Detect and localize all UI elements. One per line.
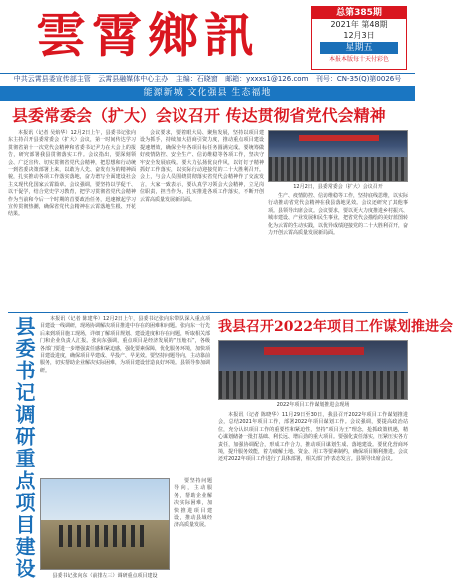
article3-photo xyxy=(218,340,408,400)
issue-number: 2021年 第48期 xyxy=(330,20,388,29)
article2-photo xyxy=(40,478,170,570)
article1-column-1 xyxy=(8,130,136,310)
article3-body-text: 本报讯（记者 陈晓华）11月29日至30日，我县召开2022年项目工作谋划推进会，总结2021年项目工作，部署2022年项目谋划工作。会议强调，要提高政治站位，充分认识项目工作的重要性和紧迫性，坚持“项目为王”理念，抢抓政策机遇，精心谋划储备一批打基础、利长远、增后劲的重大项目。要强化责任落实，压紧压实各方责任，加强协调配合，形成工作合力，推动项目谋划生成、落地建设。要优化营商环境，提升服务效能，着力破解土地、资金、用工等要素制约，确保项目顺利推进。会议还对2022年项目工作进行了具体部署，相关部门作表态发言。县领导出席会议。 xyxy=(218,412,409,463)
article2-photo-caption: 县委书记张向东（前排左三）调研重点项目建设 xyxy=(52,573,158,579)
article2-body xyxy=(40,316,210,476)
issue-total: 总第385期 xyxy=(312,7,406,19)
article1-photo xyxy=(268,130,408,182)
issue-info-box xyxy=(311,6,407,70)
slogan-bar: 能源新城 文化强县 生态福地 xyxy=(0,86,415,101)
info-cn: 刊号：CN-35(Q)第0026号 xyxy=(315,75,402,83)
info-org: 中共云霄县委宣传部主管 xyxy=(13,75,91,83)
issue-date: 12月3日 xyxy=(343,31,375,40)
info-editor: 主编：石晓窗 xyxy=(175,75,218,83)
issue-note: 本报本版每十天付彩色 xyxy=(328,56,389,63)
newspaper-title: 雲霄鄉訊 xyxy=(36,7,260,64)
article3-body xyxy=(218,412,408,581)
article1-column-2 xyxy=(140,130,264,310)
info-publisher: 云霄县融媒体中心主办 xyxy=(98,75,169,83)
article2-vertical-headline: 县委书记调研重点项目建设 xyxy=(12,316,36,580)
article1-photo-caption: 12月2日，县委常委会（扩大）会议召开 xyxy=(293,184,383,190)
article1-column-3 xyxy=(268,193,408,310)
article1-headline: 县委常委会（扩大）会议召开 传达贯彻省党代会精神 xyxy=(12,106,386,125)
masthead xyxy=(0,0,415,72)
section-divider xyxy=(8,312,408,313)
article1-col2-text: 会议要求，要着眼大局、聚焦发展，坚持以项目建设为抓手，持续加大招商引资力度，推动重点项目建设提速增效，确保全年各项目标任务圆满完成。要统筹做好疫情防控、安全生产、信访维稳等各项工作，坚决守牢安全发展底线。要大力弘扬优良作风，以钉钉子精神抓好工作落实，以实际行动迎接党的二十大胜利召开。会上，与会人员围绕贯彻落实省党代会精神作了交流发言，大家一致表示，要认真学习领会大会精神，立足岗位职责，担当作为，扎实推进各项工作落实，不断开创云霄高质量发展新局面。 xyxy=(140,130,264,203)
article2-side-column xyxy=(174,478,212,581)
issue-weekday: 星期五 xyxy=(320,42,398,54)
info-bar xyxy=(0,73,415,84)
article2-body-text: 本报讯（记者 陈建华）12月2日上午，县委书记张向东带队深入重点项目建设一线调研，现场协调解决项目推进中存在的困难和问题。张向东一行先后来到项目施工现场，详细了解项目规划、建设进度和存在问题，听取相关部门和企业负责人汇报。张向东强调，重点项目是经济发展的“压舱石”，各级各部门要进一步增强责任感和紧迫感，强化要素保障，优化服务环境，加快项目建设进度，确保项目早建成、早投产、早见效。要坚持问题导向，主动靠前服务，切实帮助企业解决实际困难，为项目建设营造良好环境。县领导参加调研。 xyxy=(40,316,211,374)
article1-col1-text: 本报讯（记者 吴焰华）12月2日上午，县委书记张向东主持召开县委常委会（扩大）会议，第一时间传达学习贯彻省第十一次党代会精神和省委书记尹力在大会上的报告，研究部署我县贯彻落实工作。会议指出，要深刻领会、广泛宣传、切实贯彻省党代会精神，把思想和行动统一到省委决策部署上来，以敢为人先、奋发有为的精神面貌，扎实推动各项工作落实落地，奋力谱写全面建设社会主义现代化国家云霄篇章。会议强调，要坚持以学促干、以干促学，结合党史学习教育，把学习贯彻省党代会精神作为当前和今后一个时期的首要政治任务，迅速掀起学习宣传贯彻热潮，确保省党代会精神在云霄落地生根、开花结果。 xyxy=(8,130,136,218)
article1-col3-text: 生产、疫情防控、信访维稳等工作，坚持底线思维，以实际行动推动省党代会精神在我县落地见效。会议还研究了其他事项。县领导出席会议。会议要求，要以更大力度推进乡村振兴、城市建设、产业发展和民生事业，把省党代会描绘的美好蓝图转化为云霄的生动实践，以优异成绩迎接党的二十大胜利召开，奋力开创云霄高质量发展新局面。 xyxy=(268,193,409,237)
article3-photo-caption: 2022年项目工作谋划推进会现场 xyxy=(276,402,350,408)
article2-side-text: 要坚持问题导向，主动服务，帮助企业解决实际困难，加快推进项目建设，推动县域经济高质量发展。 xyxy=(174,478,212,529)
info-email: 邮箱：yxxxs1@126.com xyxy=(225,75,309,83)
article3-headline: 我县召开2022年项目工作谋划推进会 xyxy=(218,319,453,335)
